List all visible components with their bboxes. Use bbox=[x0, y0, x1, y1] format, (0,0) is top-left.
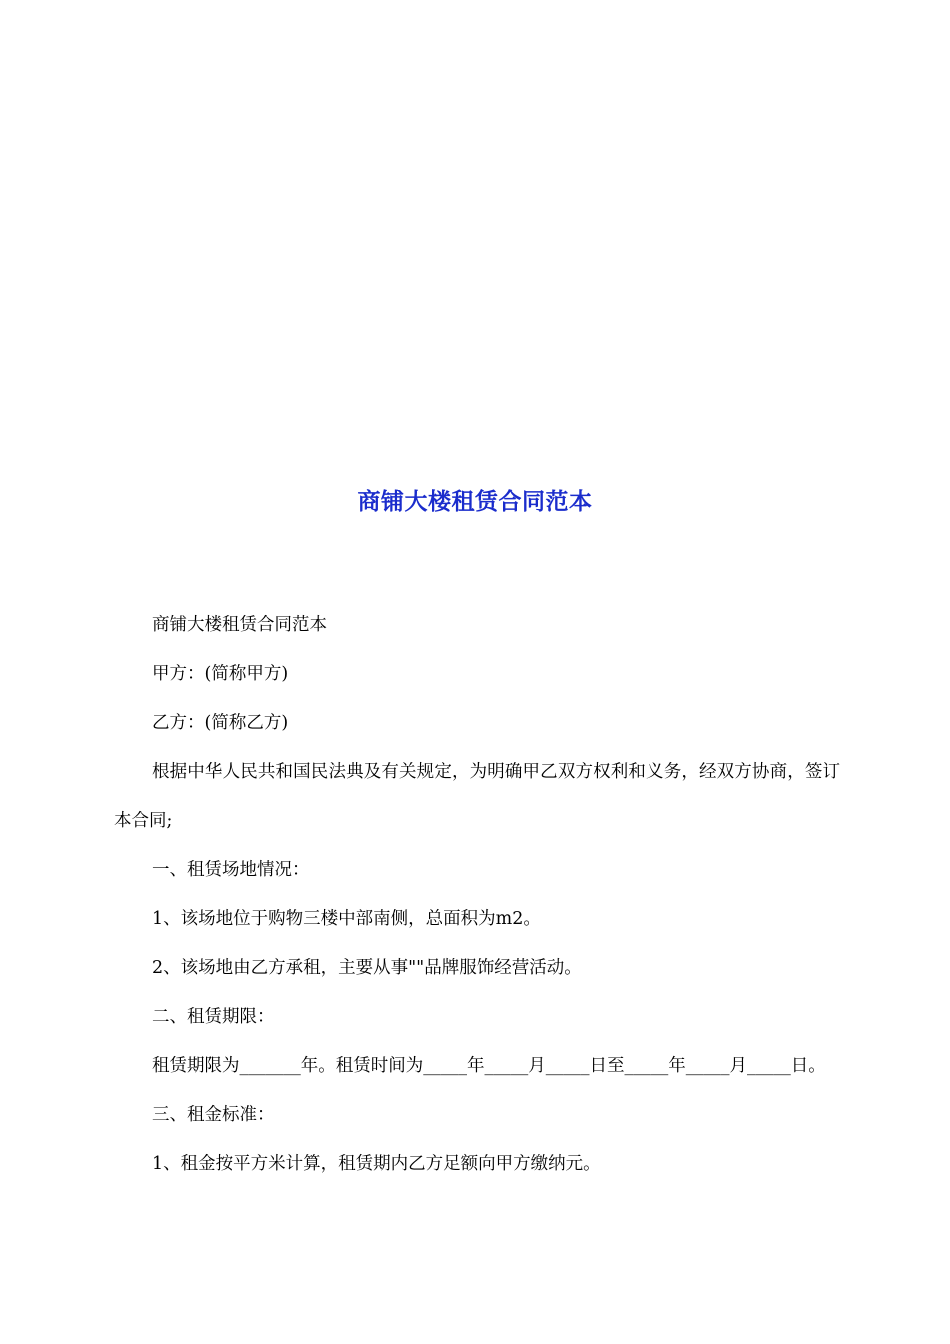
document-body bbox=[114, 601, 840, 1189]
paragraph-heading: 商铺大楼租赁合同范本 bbox=[152, 615, 327, 635]
section-heading-rent: 三、租金标准： bbox=[152, 1105, 275, 1125]
clause-usage: 2、该场地由乙方承租，主要从事""品牌服饰经营活动。 bbox=[152, 958, 582, 978]
paragraph-party-a: 甲方：(简称甲方) bbox=[152, 664, 289, 684]
paragraph-party-b: 乙方：(简称乙方) bbox=[152, 713, 289, 733]
document-title: 商铺大楼租赁合同范本 bbox=[357, 488, 593, 515]
clause-location: 1、该场地位于购物三楼中部南侧，总面积为m2。 bbox=[152, 909, 541, 929]
paragraph-preamble: 根据中华人民共和国民法典及有关规定，为明确甲乙双方权利和义务，经双方协商，签订本合同; bbox=[114, 762, 840, 831]
section-heading-term: 二、租赁期限： bbox=[152, 1007, 275, 1027]
section-heading-premises: 一、租赁场地情况： bbox=[152, 860, 310, 880]
clause-rent: 1、租金按平方米计算，租赁期内乙方足额向甲方缴纳元。 bbox=[152, 1154, 601, 1174]
clause-term: 租赁期限为_______年。租赁时间为_____年_____月_____日至_____年_____月_____日。 bbox=[152, 1056, 826, 1076]
